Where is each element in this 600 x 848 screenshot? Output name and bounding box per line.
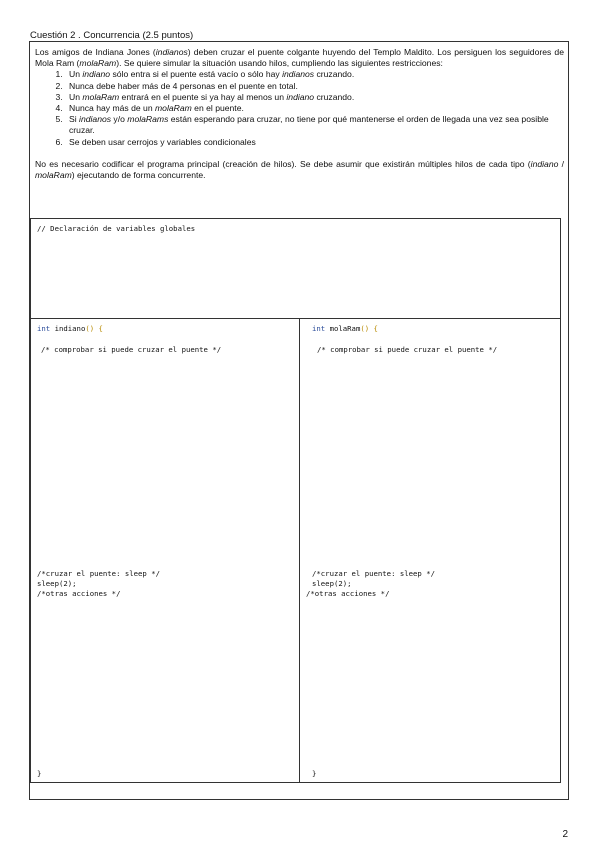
rule-item: 2. Nunca debe haber más de 4 personas en el puente en total. (65, 81, 564, 92)
indiano-check-comment: /* comprobar si puede cruzar el puente */ (41, 345, 222, 354)
page-number: 2 (562, 829, 568, 840)
indiano-close-brace: } (37, 769, 42, 778)
molaram-check-comment: /* comprobar si puede cruzar el puente */ (317, 345, 498, 354)
rules-list (35, 69, 564, 147)
molaram-cross-comment: /*cruzar el puente: sleep */ (312, 569, 436, 578)
rule-item: 1. Un indiano sólo entra si el puente está vacío o sólo hay indianos cruzando. (65, 69, 564, 80)
rule-item: 6. Se deben usar cerrojos y variables condicionales (65, 137, 564, 148)
rule-item: 5. Si indianos y/o molaRams están esperando para cruzar, no tiene por qué mantenerse el orden de llegada una vez sea posible cruzar. (65, 114, 564, 136)
molaram-close-brace: } (312, 769, 317, 778)
globals-answer-box[interactable] (30, 218, 561, 319)
indiano-sleep-call: sleep(2); (37, 579, 77, 588)
globals-comment: // Declaración de variables globales (37, 224, 196, 233)
rule-item: 3. Un molaRam entrará en el puente si ya hay al menos un indiano cruzando. (65, 92, 564, 103)
intro-paragraph: Los amigos de Indiana Jones (indianos) deben cruzar el puente colgante huyendo del Templo Maldito. Los persiguen los seguidores de Mola Ram (molaRam). Se quiere simular la situación usando hilos, cumpliendo las siguientes restricciones: (35, 47, 564, 69)
indiano-other-comment: /*otras acciones */ (37, 589, 121, 598)
molaram-other-comment: /*otras acciones */ (306, 589, 390, 598)
indiano-cross-comment: /*cruzar el puente: sleep */ (37, 569, 161, 578)
exercise-frame (29, 41, 569, 800)
molaram-answer-box[interactable] (299, 318, 561, 783)
molaram-sleep-call: sleep(2); (312, 579, 352, 588)
rule-item: 4. Nunca hay más de un molaRam en el puente. (65, 103, 564, 114)
note-paragraph: No es necesario codificar el programa principal (creación de hilos). Se debe asumir que existirán múltiples hilos de cada tipo (indiano / molaRam) ejecutando de forma concurrente. (35, 158, 565, 181)
indiano-signature: int indiano() { (37, 324, 103, 333)
problem-statement (35, 47, 564, 181)
indiano-answer-box[interactable] (30, 318, 300, 783)
question-title: Cuestión 2 . Concurrencia (2.5 puntos) (30, 30, 194, 41)
molaram-signature: int molaRam() { (312, 324, 378, 333)
